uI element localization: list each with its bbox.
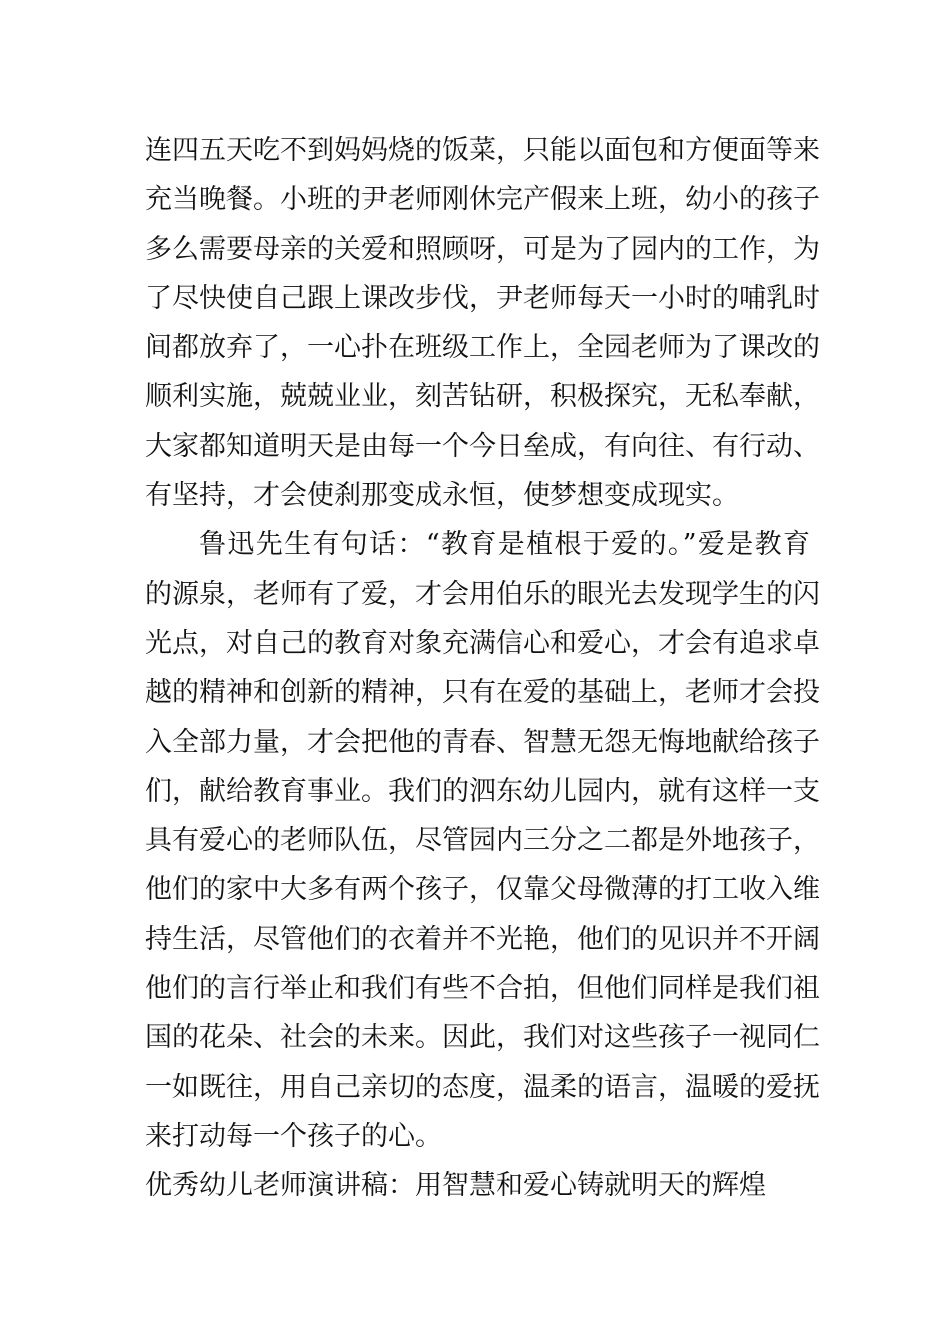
section-title: 优秀幼儿老师演讲稿：用智慧和爱心铸就明天的辉煌 [145, 1170, 766, 1202]
text-line: 他们的言行举止和我们有些不合拍，但他们同样是我们祖 [145, 973, 820, 1005]
text-line: 的源泉，老师有了爱，才会用伯乐的眼光去发现学生的闪 [145, 578, 820, 610]
text-line: 入全部力量，才会把他的青春、智慧无怨无悔地献给孩子 [145, 726, 820, 758]
paragraph-1 [145, 126, 820, 520]
text-line: 们，献给教育事业。我们的泗东幼儿园内，就有这样一支 [145, 775, 820, 807]
document-body [145, 126, 820, 1211]
text-line: 他们的家中大多有两个孩子，仅靠父母微薄的打工收入维 [145, 874, 820, 906]
text-line: 了尽快使自己跟上课改步伐，尹老师每天一小时的哺乳时 [145, 282, 820, 314]
text-line: 越的精神和创新的精神，只有在爱的基础上，老师才会投 [145, 677, 820, 709]
text-line: 具有爱心的老师队伍，尽管园内三分之二都是外地孩子， [145, 825, 820, 857]
text-line: 一如既往，用自己亲切的态度，温柔的语言，温暖的爱抚 [145, 1071, 820, 1103]
text-line: 光点，对自己的教育对象充满信心和爱心，才会有追求卓 [145, 627, 820, 659]
text-line: 国的花朵、社会的未来。因此，我们对这些孩子一视同仁 [145, 1022, 820, 1054]
text-line: 间都放弃了，一心扑在班级工作上，全园老师为了课改的 [145, 332, 820, 364]
text-line: 连四五天吃不到妈妈烧的饭菜，只能以面包和方便面等来 [145, 135, 820, 166]
text-line: 大家都知道明天是由每一个今日垒成，有向往、有行动、 [145, 430, 820, 462]
paragraph-2 [145, 520, 820, 1161]
text-line: 有坚持，才会使刹那变成永恒，使梦想变成现实。 [145, 480, 739, 512]
text-line: 充当晚餐。小班的尹老师刚休完产假来上班，幼小的孩子 [145, 184, 820, 216]
text-line: 持生活，尽管他们的衣着并不光艳，他们的见识并不开阔 [145, 923, 820, 955]
text-line: 多么需要母亲的关爱和照顾呀，可是为了园内的工作，为 [145, 233, 820, 265]
text-line: 来打动每一个孩子的心。 [145, 1120, 442, 1152]
text-line: 鲁迅先生有句话：“教育是植根于爱的。”爱是教育 [199, 529, 810, 561]
text-line: 顺利实施，兢兢业业，刻苦钻研，积极探究，无私奉献， [145, 381, 820, 413]
